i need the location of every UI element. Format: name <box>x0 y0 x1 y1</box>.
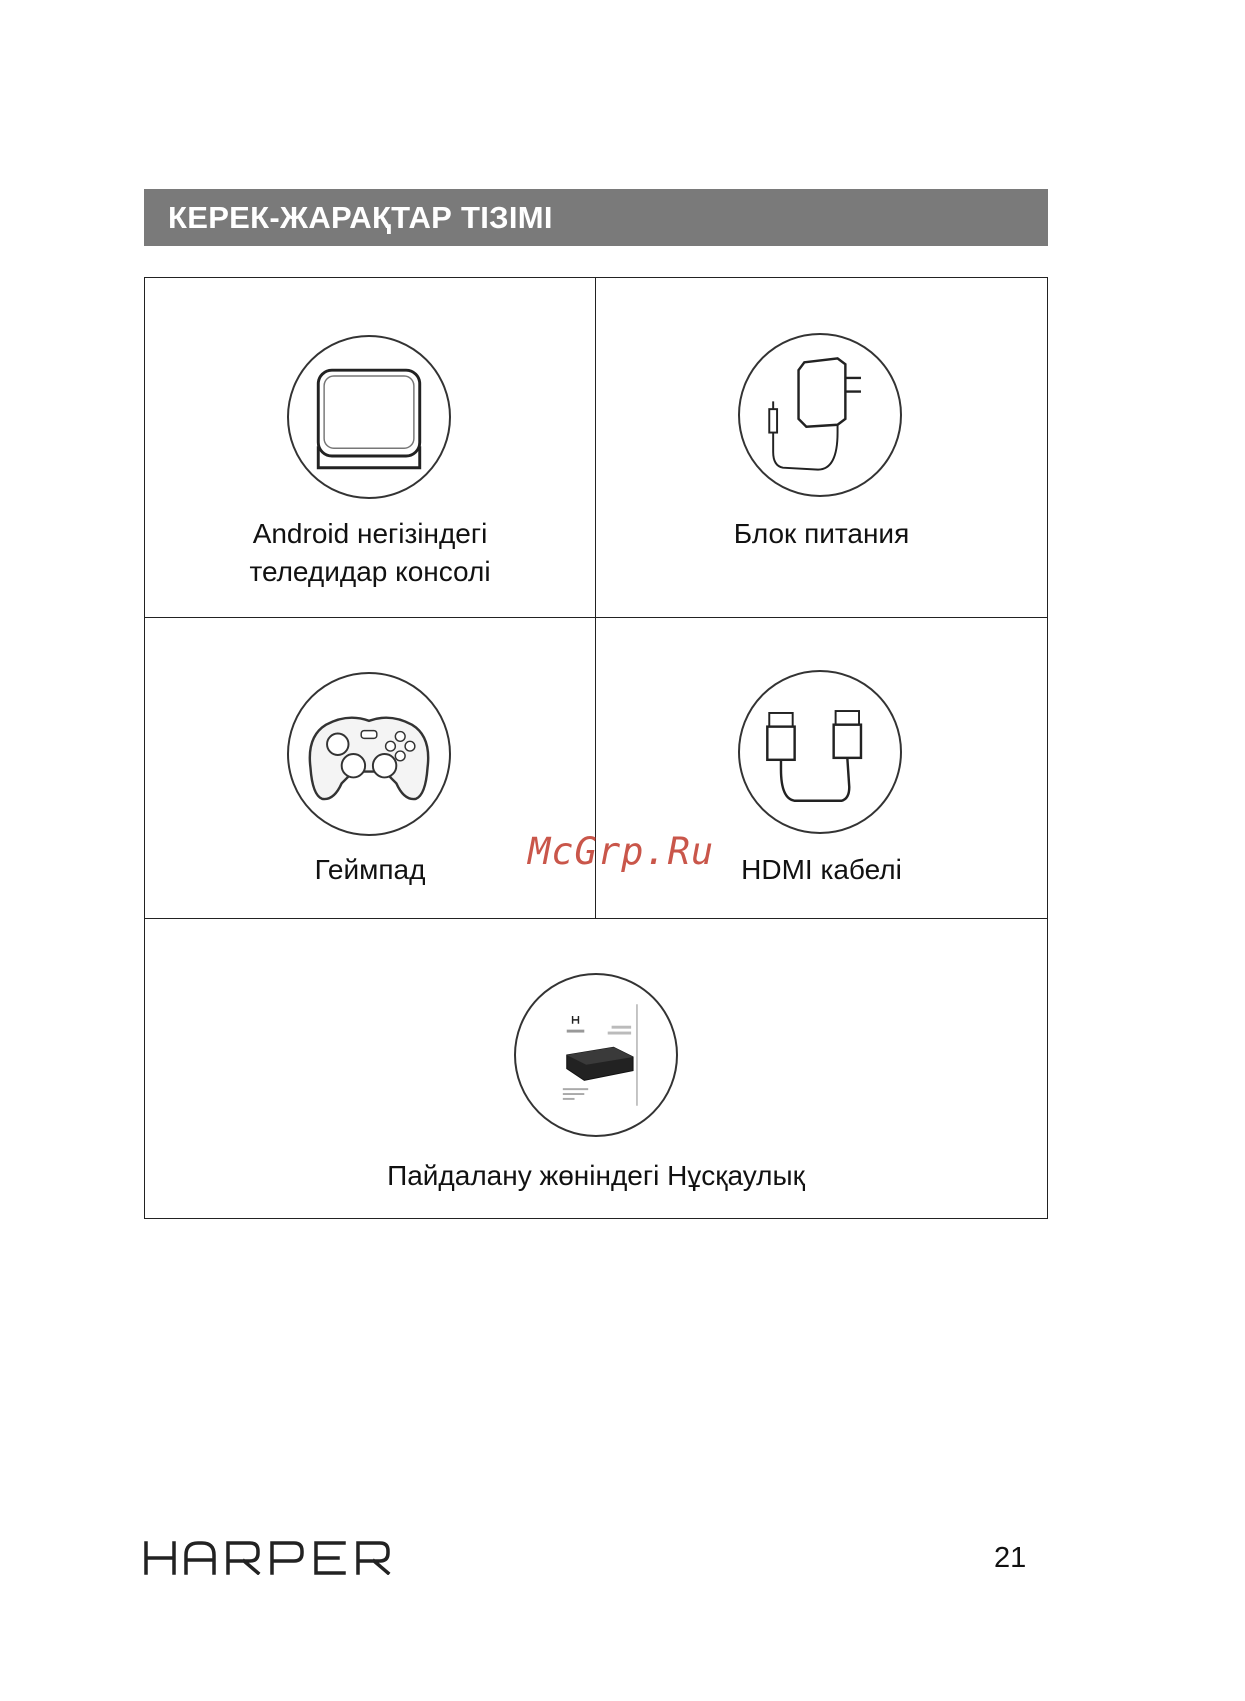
tv-box-icon <box>287 335 451 499</box>
item-label: HDMI кабелі <box>741 854 902 885</box>
item-label-line1: Android негізіндегі <box>252 518 488 549</box>
power-adapter-icon <box>738 333 902 497</box>
accessories-table <box>144 277 1048 1219</box>
hdmi-cable-icon <box>738 670 902 834</box>
item-power-adapter <box>596 278 1047 618</box>
item-hdmi-cable <box>596 618 1047 919</box>
item-user-manual <box>145 919 1047 1217</box>
brand-logo <box>144 1541 394 1580</box>
gamepad-icon <box>287 672 451 836</box>
user-manual-icon <box>514 973 678 1137</box>
section-header <box>144 189 1048 246</box>
item-label: Пайдалану жөніндегі Нұсқаулық <box>387 1160 805 1191</box>
item-label: Геймпад <box>314 854 426 885</box>
item-label-line2: теледидар консолі <box>249 556 491 587</box>
page-number: 21 <box>994 1542 1027 1574</box>
item-gamepad <box>145 618 596 919</box>
item-tv-box <box>145 278 596 618</box>
section-title: КЕРЕК-ЖАРАҚТАР ТІЗІМІ <box>168 199 553 235</box>
watermark: McGrp.Ru <box>528 830 715 873</box>
item-label: Блок питания <box>733 518 910 549</box>
